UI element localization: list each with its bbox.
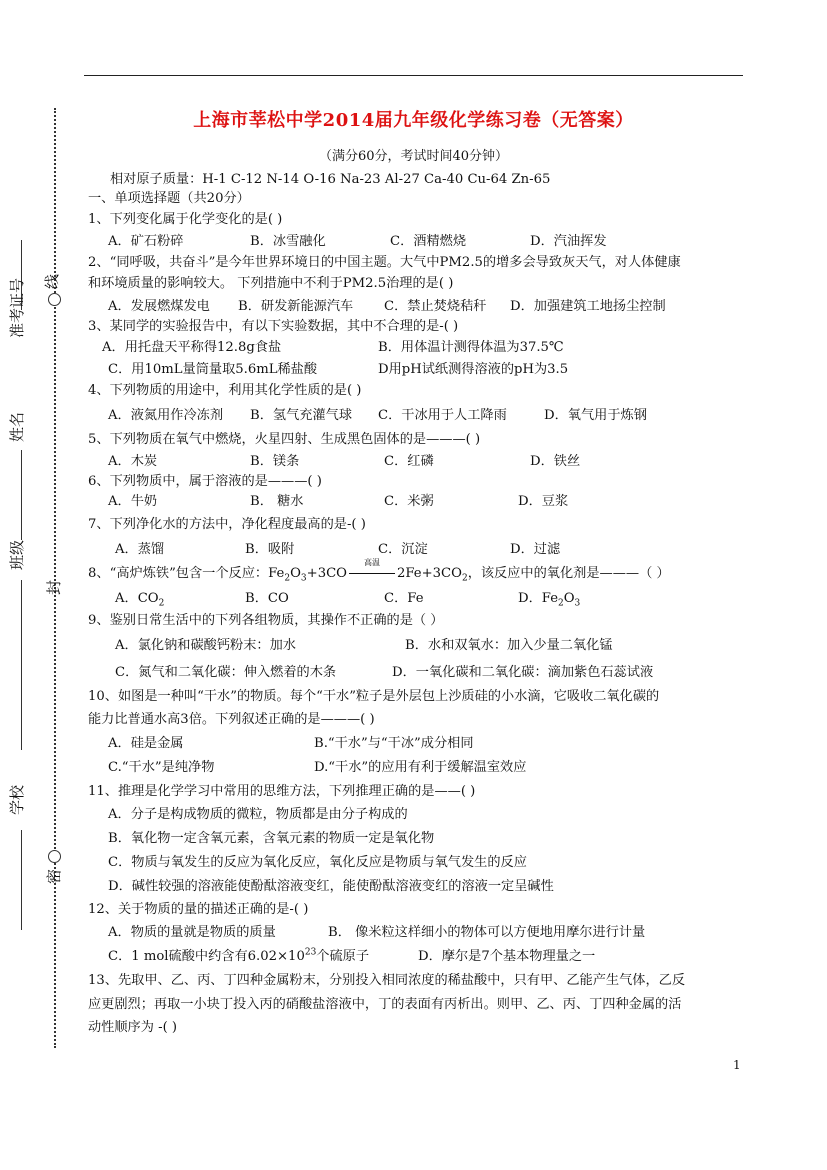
question-stem: 12、关于物质的量的描述正确的是-( ) <box>88 902 309 917</box>
question-stem: 动性顺序为 -( ) <box>88 1020 178 1035</box>
school-label: 学校 <box>8 784 26 815</box>
question-stem: 和环境质量的影响较大。 下列措施中不利于PM2.5治理的是( ) <box>88 276 454 291</box>
option-d: D．摩尔是7个基本物理量之一 <box>418 949 596 964</box>
question-stem: 1、下列变化属于化学变化的是( ) <box>88 212 283 227</box>
option-c: C．氮气和二氧化碳：伸入燃着的木条 <box>115 665 337 680</box>
reaction-arrow: 高温 <box>347 566 397 581</box>
question-stem: 8、“高炉炼铁”包含一个反应：$Fe_2O_3+3CO$ 高温 $2Fe+3CO_2$，该反应中的氧化剂是———（ ） <box>88 558 670 584</box>
question-stem: 2、“同呼吸，共奋斗”是今年世界环境日的中国主题。大气中PM2.5的增多会导致灰天气，对人体健康 <box>88 255 681 270</box>
question-stem: 11、推理是化学学习中常用的思维方法，下列推理正确的是——( ) <box>88 784 476 799</box>
name-label: 姓名 <box>8 411 26 442</box>
option-c: C．Fe <box>384 591 424 606</box>
option-a: A．矿石粉碎 <box>108 234 184 249</box>
option-b: B． 像米粒这样细小的物体可以方便地用摩尔进行计量 <box>328 925 646 940</box>
option-b: B．研发新能源汽车 <box>238 299 354 314</box>
page-number: 1 <box>733 1058 741 1072</box>
option-c: C．1 mol硫酸中约含有$6.02\times 10^{23}$个硫原子 <box>108 947 370 964</box>
option-a: A．蒸馏 <box>115 542 165 557</box>
option-a: A．液氮用作冷冻剂 <box>108 408 224 423</box>
option-a: A．牛奶 <box>108 494 158 509</box>
question-stem: 6、下列物质中，属于溶液的是———( ) <box>88 474 322 489</box>
option-d: D．铁丝 <box>530 454 581 469</box>
option-c: C．酒精燃烧 <box>390 234 467 249</box>
option-d: D．氧气用于炼钢 <box>544 408 647 423</box>
option-c: C．物质与氧发生的反应为氧化反应，氧化反应是物质与氧气发生的反应 <box>108 855 527 870</box>
option-c: C．干冰用于人工降雨 <box>378 408 507 423</box>
option-b: B．水和双氧水：加入少量二氧化锰 <box>405 638 613 653</box>
question-stem: 应更剧烈；再取一小块丁投入丙的硝酸盐溶液中，丁的表面有丙析出。则甲、乙、丙、丁四种金属的活 <box>88 997 682 1012</box>
option-d: D．$Fe_2O_3$ <box>518 591 581 609</box>
option-b: B．吸附 <box>245 542 295 557</box>
option-a: A．氯化钠和碳酸钙粉末：加水 <box>115 638 296 653</box>
option-d: D.“干水”的应用有利于缓解温室效应 <box>314 760 527 775</box>
atomic-masses: 相对原子质量：H-1 C-12 N-14 O-16 Na-23 Al-27 Ca-40 Cu-64 Zn-65 <box>110 172 551 187</box>
exam-info: （满分60分，考试时间40分钟） <box>318 149 509 164</box>
option-a: A．木炭 <box>108 454 158 469</box>
option-b: B．氢气充灌气球 <box>250 408 353 423</box>
option-b: B．冰雪融化 <box>250 234 326 249</box>
option-d: D用pH试纸测得溶液的pH为3.5 <box>378 362 569 377</box>
option-d: D．一氧化碳和二氧化碳：滴加紫色石蕊试液 <box>392 665 654 680</box>
option-b: B．用体温计测得体温为37.5℃ <box>378 340 564 355</box>
question-stem: 3、某同学的实验报告中，有以下实验数据，其中不合理的是-( ) <box>88 319 459 334</box>
option-d: D．汽油挥发 <box>530 234 607 249</box>
option-b: B．CO <box>245 591 289 606</box>
option-b: B． 糖水 <box>250 494 304 509</box>
option-d: D．过滤 <box>510 542 561 557</box>
section-heading: 一、单项选择题（共20分） <box>88 191 250 206</box>
option-d: D．豆浆 <box>518 494 569 509</box>
seal-char: 封 <box>45 579 64 596</box>
question-stem: 9、鉴别日常生活中的下列各组物质，其操作不正确的是（ ） <box>88 613 444 628</box>
option-b: B．氧化物一定含氧元素，含氧元素的物质一定是氧化物 <box>108 831 435 846</box>
line-char: 线 <box>43 273 62 290</box>
question-stem: 13、先取甲、乙、丙、丁四种金属粉末，分别投入相同浓度的稀盐酸中，只有甲、乙能产生气体，乙反 <box>88 973 686 988</box>
page-title: 上海市莘松中学2014届九年级化学练习卷（无答案） <box>193 110 634 131</box>
option-c: C．沉淀 <box>378 542 428 557</box>
question-stem: 能力比普通水高3倍。下列叙述正确的是———( ) <box>88 712 375 727</box>
option-a: A．用托盘天平称得12.8g食盐 <box>102 340 282 355</box>
option-a: A．分子是构成物质的微粒，物质都是由分子构成的 <box>108 807 408 822</box>
option-d: D．碱性较强的溶液能使酚酞溶液变红，能使酚酞溶液变红的溶液一定呈碱性 <box>108 879 554 894</box>
class-label: 班级 <box>8 539 26 570</box>
exam-id-label: 准考证号 <box>8 277 26 338</box>
question-stem: 10、如图是一种叫“干水”的物质。每个“干水”粒子是外层包上沙质硅的小水滴，它吸收二氧化碳的 <box>88 689 660 704</box>
option-a: A．发展燃煤发电 <box>108 299 210 314</box>
question-stem: 7、下列净化水的方法中，净化程度最高的是-( ) <box>88 517 366 532</box>
option-c: C．米粥 <box>384 494 434 509</box>
option-a: A．物质的量就是物质的质量 <box>108 925 276 940</box>
option-c: C．用10mL量筒量取5.6mL稀盐酸 <box>108 362 318 377</box>
option-c: C．红磷 <box>384 454 434 469</box>
option-c: C.“干水”是纯净物 <box>108 760 215 775</box>
option-c: C．禁止焚烧秸秆 <box>384 299 487 314</box>
option-b: B.“干水”与“干冰”成分相同 <box>314 736 474 751</box>
secret-char: 密 <box>45 868 64 885</box>
question-stem: 5、下列物质在氧气中燃烧，火星四射、生成黑色固体的是———( ) <box>88 432 481 447</box>
option-d: D．加强建筑工地扬尘控制 <box>510 299 666 314</box>
option-b: B．镁条 <box>250 454 300 469</box>
option-a: A．硅是金属 <box>108 736 184 751</box>
question-stem: 4、下列物质的用途中，利用其化学性质的是( ) <box>88 383 362 398</box>
option-a: A．$CO_2$ <box>115 591 165 609</box>
